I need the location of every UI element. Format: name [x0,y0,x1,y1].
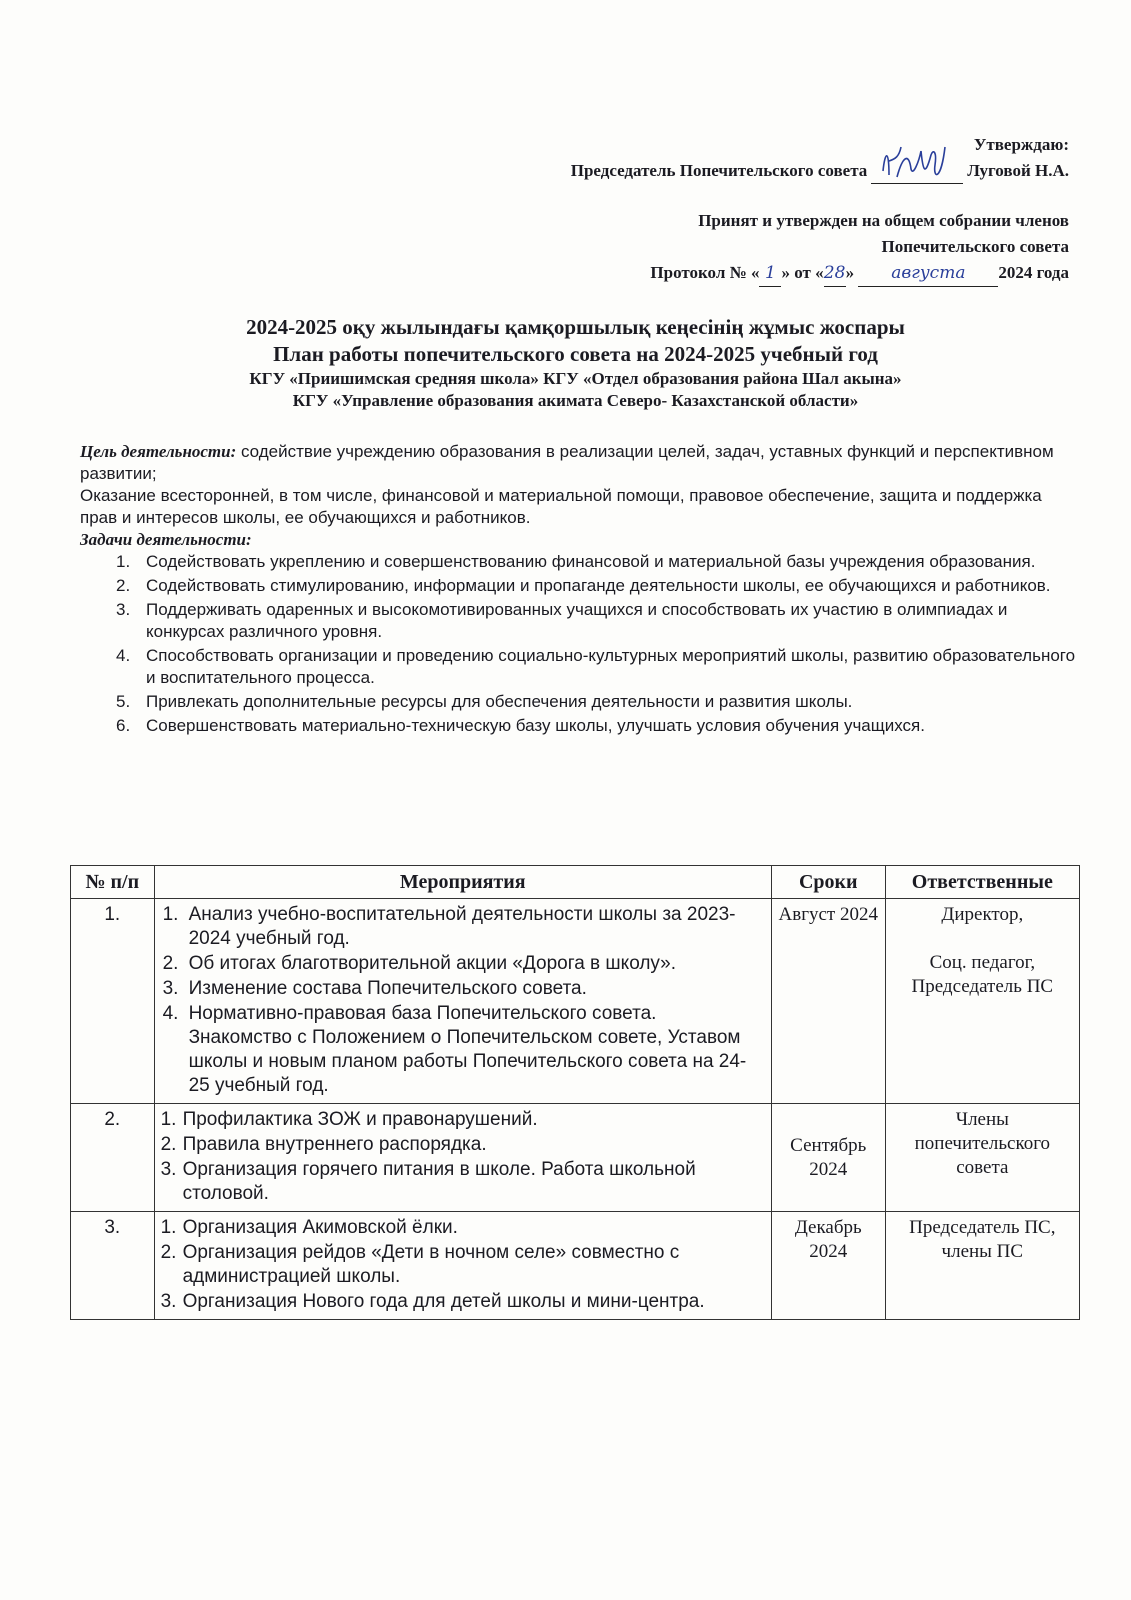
event-text: Изменение состава Попечительского совета. [188,978,587,999]
protocol-day: 28 [824,260,846,287]
document-titles [60,314,1091,412]
event-list [161,903,765,1098]
approval-block [571,132,1069,184]
responsible-line-2: Соц. педагог, Председатель ПС [911,952,1054,997]
event-number: 2. [160,1242,177,1263]
table-row [71,899,1080,1104]
goal-paragraph-2: Оказание всесторонней, в том числе, финансовой и материальной помощи, правовое обеспечение, защита и поддержка прав и интересов школы, ее обучающихся и работников. [80,486,1042,527]
protocol-mid: » от « [781,263,824,282]
event-item [161,1002,765,1098]
organization-line-1: КГУ «Приишимская средняя школа» КГУ «Отдел образования района Шал акына» [249,369,902,388]
handwritten-signature [875,141,955,187]
protocol-line [650,260,1069,287]
responsible-line-1: Директор, [941,904,1024,925]
task-item [116,551,1080,573]
tasks-list [80,551,1080,737]
event-text: Организация горячего питания в школе. Работа школьной столовой. [182,1159,696,1204]
task-text: Поддерживать одаренных и высокомотивированных учащихся и способствовать их участию в олимпиадах и конкурсах различного уровня. [146,600,1008,641]
row-responsible [885,1212,1079,1320]
task-text: Содействовать укреплению и совершенствованию финансовой и материальной базы учреждения образования. [146,552,1036,571]
task-item [116,575,1080,597]
task-number: 4. [116,646,131,665]
event-item [161,1158,765,1206]
row-responsible [885,1104,1079,1212]
event-text: Организация Акимовской ёлки. [182,1217,458,1238]
work-plan-table [70,865,1080,1320]
event-number: 1. [160,1109,177,1130]
event-number: 3. [160,1291,177,1312]
task-item [116,691,1080,713]
event-text: Профилактика ЗОЖ и правонарушений. [182,1109,538,1130]
chairman-name: Луговой Н.А. [967,161,1069,180]
header-responsible: Ответственные [885,866,1079,899]
event-number: 3. [160,1159,177,1180]
goal-label: Цель деятельности: [80,442,237,461]
event-item [161,903,765,951]
event-text: Организация Нового года для детей школы и мини-центра. [182,1291,705,1312]
goal-text: содействие учреждению образования в реализации целей, задач, уставных функций и перспективном развитии; [80,442,1054,483]
row-number: 3. [71,1212,155,1320]
goal-paragraph [80,441,1080,485]
approval-heading: Утверждаю: [973,135,1069,154]
protocol-number: 1 [759,260,781,287]
event-number: 1. [160,1217,177,1238]
title-russian: План работы попечительского совета на 2024-2025 учебный год [273,342,878,366]
task-item [116,599,1080,643]
responsible-line-1: Председатель ПС, [909,1217,1056,1238]
event-number: 4. [162,1003,179,1024]
protocol-month: августа [858,260,998,287]
acceptance-line-2: Попечительского совета [881,237,1069,256]
row-events [154,899,771,1104]
event-number: 2. [162,953,179,974]
protocol-close: » [845,263,855,282]
task-item [116,715,1080,737]
task-text: Привлекать дополнительные ресурсы для обеспечения деятельности и развития школы. [146,692,853,711]
header-events: Мероприятия [154,866,771,899]
acceptance-block [650,208,1069,287]
event-item [161,977,765,1001]
task-number: 5. [116,692,131,711]
table-row [71,1212,1080,1320]
event-number: 1. [162,904,179,925]
event-text: Об итогах благотворительной акции «Дорога в школу». [188,953,676,974]
event-number: 2. [160,1134,177,1155]
protocol-year: 2024 года [998,263,1069,282]
event-list [161,1108,765,1206]
table-header-row [71,866,1080,899]
row-events [154,1104,771,1212]
goals-section [80,441,1080,739]
header-dates: Сроки [771,866,885,899]
row-date: Сентябрь 2024 [771,1104,885,1212]
row-responsible [885,899,1079,1104]
event-text: Нормативно-правовая база Попечительского совета. Знакомство с Положением о Попечительском совете, Уставом школы и новым планом работы Попечительского совета на 24-25 учебный год. [188,1003,747,1096]
header-number: № п/п [71,866,155,899]
event-text: Анализ учебно-воспитательной деятельности школы за 2023-2024 учебный год. [188,904,736,949]
event-text: Организация рейдов «Дети в ночном селе» совместно с администрацией школы. [182,1242,680,1287]
event-text: Правила внутреннего распорядка. [182,1134,487,1155]
event-list [161,1216,765,1314]
task-text: Способствовать организации и проведению социально-культурных мероприятий школы, развитию образовательного и воспитательного процесса. [146,646,1076,687]
task-text: Совершенствовать материально-техническую базу школы, улучшать условия обучения учащихся. [146,716,925,735]
event-item [161,1216,765,1240]
event-item [161,1290,765,1314]
acceptance-line-1: Принят и утвержден на общем собрании членов [698,211,1069,230]
event-item [161,1108,765,1132]
responsible-line-1: Члены попечительского совета [914,1109,1051,1178]
responsible-gap [892,927,1073,951]
chairman-label: Председатель Попечительского совета [570,161,868,180]
row-events [154,1212,771,1320]
row-number: 2. [71,1104,155,1212]
event-item [161,1133,765,1157]
protocol-prefix: Протокол № « [650,263,760,282]
event-item [161,952,765,976]
event-item [161,1241,765,1289]
responsible-line-2: члены ПС [941,1241,1024,1262]
title-kazakh: 2024-2025 оқу жылындағы қамқоршылық кеңесінің жұмыс жоспары [246,315,905,339]
table-row [71,1104,1080,1212]
task-text: Содействовать стимулированию, информации и пропаганде деятельности школы, ее обучающихся и работников. [146,576,1051,595]
organization-line-2: КГУ «Управление образования акимата Северо- Казахстанской области» [292,391,859,410]
row-number: 1. [71,899,155,1104]
row-date: Декабрь 2024 [771,1212,885,1320]
row-date: Август 2024 [771,899,885,1104]
task-number: 1. [116,552,131,571]
task-number: 3. [116,600,131,619]
event-number: 3. [162,978,179,999]
task-number: 2. [116,576,131,595]
task-number: 6. [116,716,131,735]
signature-line [871,161,963,184]
task-item [116,645,1080,689]
tasks-label: Задачи деятельности: [80,530,252,549]
